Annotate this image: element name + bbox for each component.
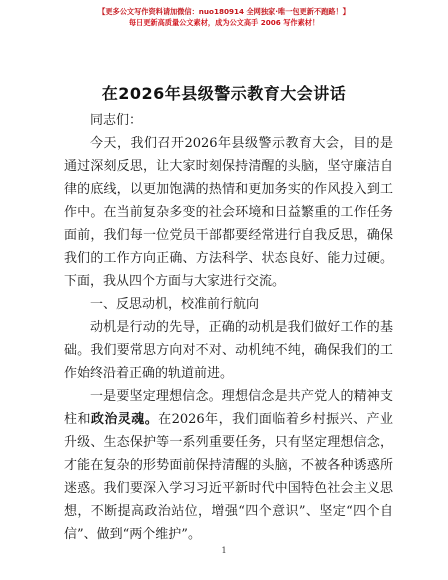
document-title: 在2026年县级警示教育大会讲话 (101, 84, 347, 103)
intro-paragraph: 今天，我们召开2026年县级警示教育大会，目的是通过深刻反思，让大家时刻保持清醒的头脑，坚守廉洁自律的底线，以更加饱满的热情和更加务实的作风投入到工作中。在当前复杂多变的社会环境和日益繁重的工作任务面前，我们每一位党员干部都要经常进行自我反思，确保我们的工作方向正确、方法科学、状态良好、能力过硬。下面，我从四个方面与大家进行交流。 (64, 136, 393, 289)
section-1-paragraph-2 (64, 385, 393, 546)
document-body (64, 109, 393, 546)
salutation: 同志们： (90, 113, 143, 128)
section-1-paragraph-1: 动机是行动的先导，正确的动机是我们做好工作的基础。我们要常思方向对不对、动机纯不纯，确保我们的工作始终沿着正确的轨道前进。 (64, 320, 393, 381)
page-number: 1 (221, 546, 227, 555)
promo-header (0, 6, 448, 28)
section-heading-1: 一、反思动机，校准前行航向 (90, 297, 260, 312)
promo-header-line-1: 【更多公文写作资料请加微信：nuo180914 全网独家·唯一包更新不跑路！】 (98, 7, 350, 16)
paragraph-rest: 在2026年，我们面临着乡村振兴、产业升级、生态保护等一系列重要任务，只有坚定理想信念，才能在复杂的形势面前保持清醒的头脑，不被各种诱惑所迷惑。我们要深入学习习近平新时代中国特色社会主义思想，不断提高政治站位，增强“四个意识”、坚定“四个自信”、做到“两个维护”。 (64, 412, 393, 542)
emphasized-phrase: 政治灵魂。 (90, 412, 159, 427)
promo-header-line-2: 每日更新高质量公文素材，成为公文高手 2006 写作素材！ (128, 18, 320, 27)
paragraph-lead: 一是要坚定理想信念。理想信念是共产党人的精神支柱和 (64, 389, 393, 427)
